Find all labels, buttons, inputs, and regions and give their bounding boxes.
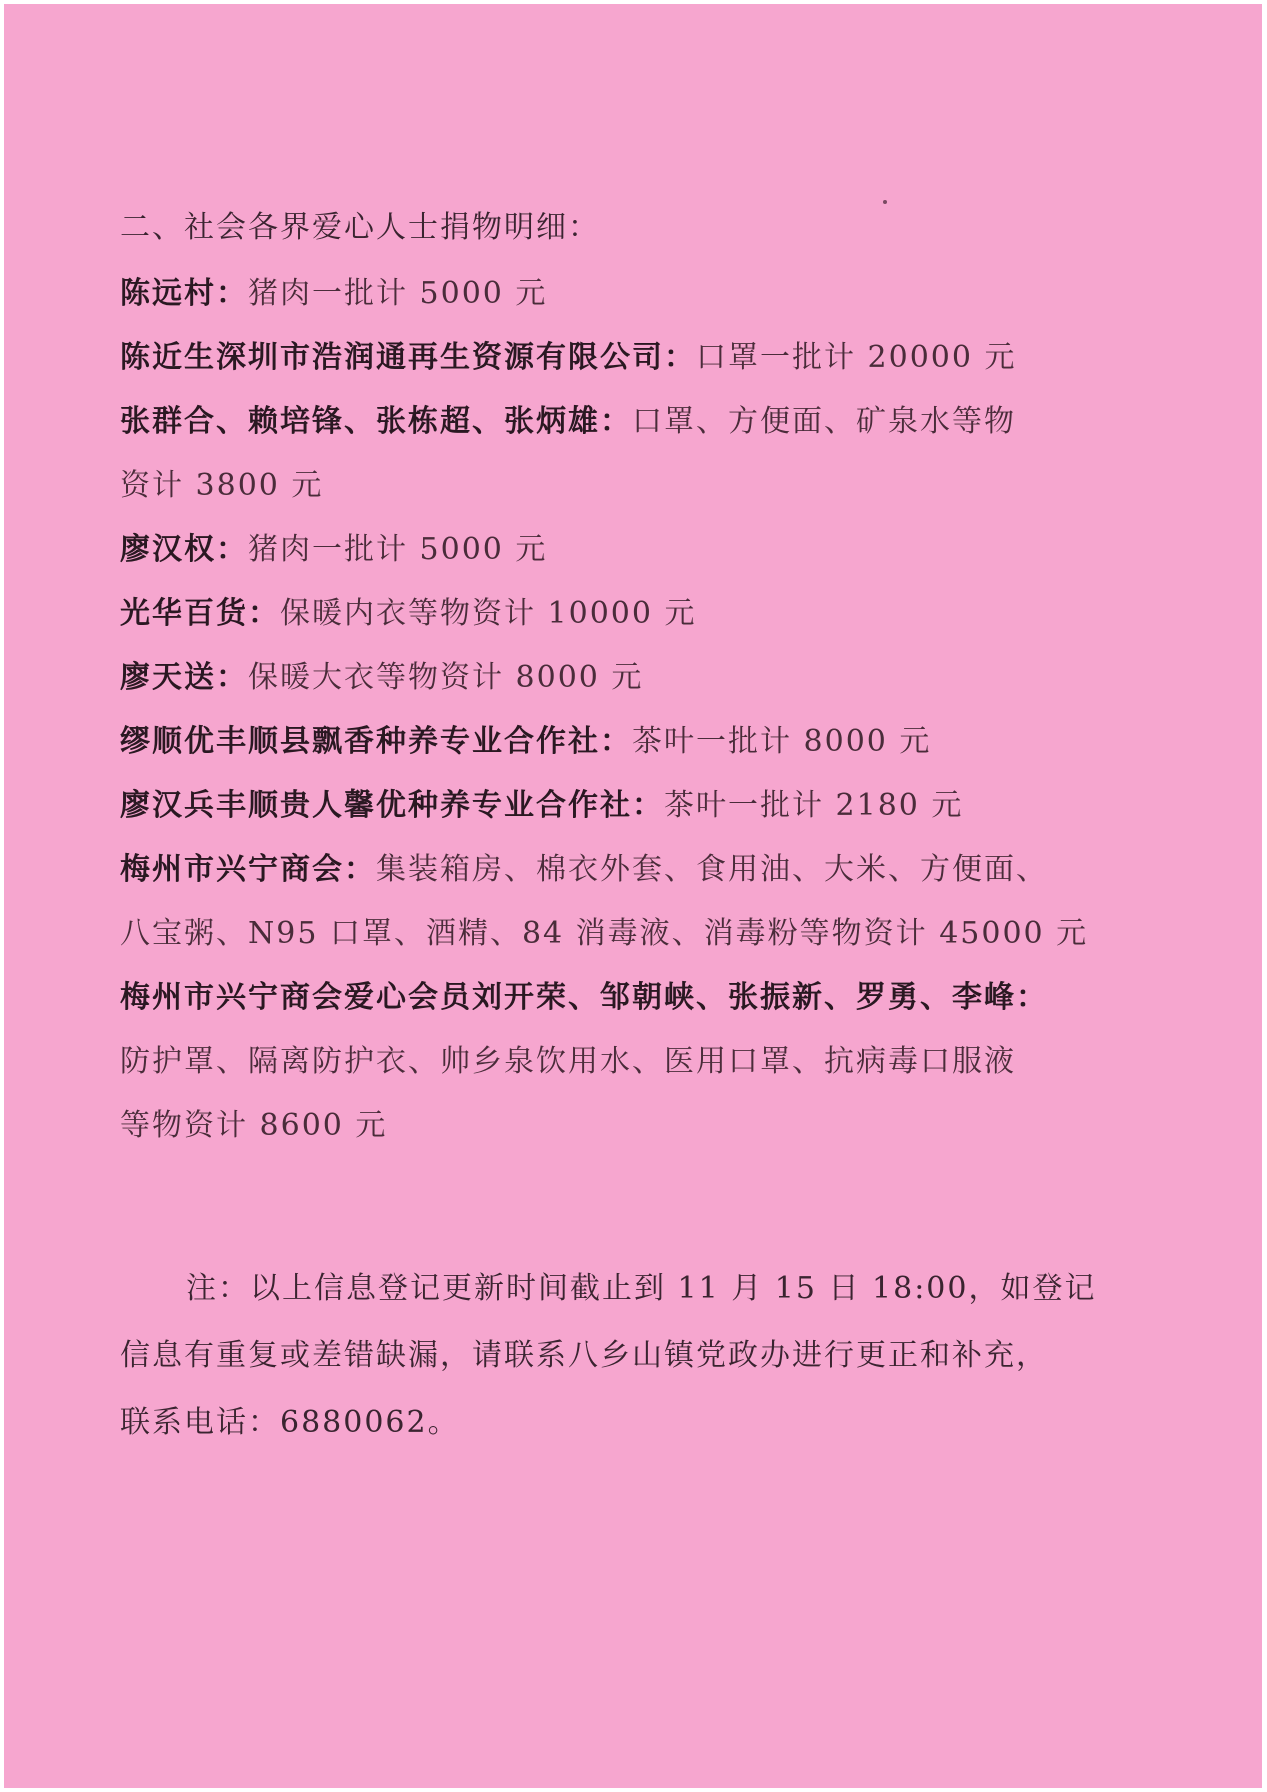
- list-item: [120, 518, 1120, 582]
- donation-detail: 资计 3800 元: [120, 468, 324, 503]
- note-line: [120, 1389, 1120, 1456]
- donation-list: [120, 196, 1120, 1158]
- list-item: [120, 774, 1120, 838]
- list-item: [120, 710, 1120, 774]
- list-item: [120, 966, 1120, 1030]
- donor-name: 梅州市兴宁商会爱心会员刘开荣、邹朝峡、张振新、罗勇、李峰：: [120, 980, 1048, 1015]
- list-item: [120, 582, 1120, 646]
- donor-name: 廖汉权：: [120, 532, 248, 567]
- donor-name: 陈近生深圳市浩润通再生资源有限公司：: [120, 340, 696, 375]
- donation-detail: 保暖大衣等物资计 8000 元: [248, 660, 644, 695]
- donation-detail: 口罩一批计 20000 元: [696, 340, 1017, 375]
- donation-detail: 等物资计 8600 元: [120, 1108, 388, 1143]
- list-item-continuation: [120, 902, 1120, 966]
- note-text: 注：以上信息登记更新时间截止到 11 月 15 日 18:00，如登记: [186, 1271, 1097, 1306]
- donor-name: 陈远村：: [120, 276, 248, 311]
- donation-detail: 保暖内衣等物资计 10000 元: [280, 596, 697, 631]
- list-item-continuation: [120, 1030, 1120, 1094]
- list-item: [120, 326, 1120, 390]
- note-text: 联系电话：6880062。: [120, 1405, 460, 1440]
- list-item: [120, 390, 1120, 454]
- donor-name: 缪顺优丰顺县飘香种养专业合作社：: [120, 724, 632, 759]
- list-item-continuation: [120, 1094, 1120, 1158]
- donation-detail: 八宝粥、N95 口罩、酒精、84 消毒液、消毒粉等物资计 45000 元: [120, 916, 1089, 951]
- section-title: 二、社会各界爱心人士捐物明细：: [120, 210, 600, 245]
- donation-detail: 口罩、方便面、矿泉水等物: [632, 404, 1016, 439]
- list-item-continuation: [120, 454, 1120, 518]
- donor-name: 张群合、赖培锋、张栋超、张炳雄：: [120, 404, 632, 439]
- note-text: 信息有重复或差错缺漏，请联系八乡山镇党政办进行更正和补充，: [120, 1338, 1048, 1373]
- list-item: [120, 646, 1120, 710]
- donor-name: 廖汉兵丰顺贵人馨优种养专业合作社：: [120, 788, 664, 823]
- note-paragraph: [120, 1255, 1120, 1456]
- donor-name: 廖天送：: [120, 660, 248, 695]
- donation-detail: 集装箱房、棉衣外套、食用油、大米、方便面、: [376, 852, 1048, 887]
- donation-detail: 猪肉一批计 5000 元: [248, 532, 548, 567]
- donation-detail: 茶叶一批计 2180 元: [664, 788, 964, 823]
- list-item: [120, 838, 1120, 902]
- donation-detail: 猪肉一批计 5000 元: [248, 276, 548, 311]
- note-line: [120, 1322, 1120, 1389]
- note-line: [120, 1255, 1120, 1322]
- donor-name: 梅州市兴宁商会：: [120, 852, 376, 887]
- donation-detail: 防护罩、隔离防护衣、帅乡泉饮用水、医用口罩、抗病毒口服液: [120, 1044, 1016, 1079]
- donation-detail: 茶叶一批计 8000 元: [632, 724, 932, 759]
- list-item: [120, 262, 1120, 326]
- donor-name: 光华百货：: [120, 596, 280, 631]
